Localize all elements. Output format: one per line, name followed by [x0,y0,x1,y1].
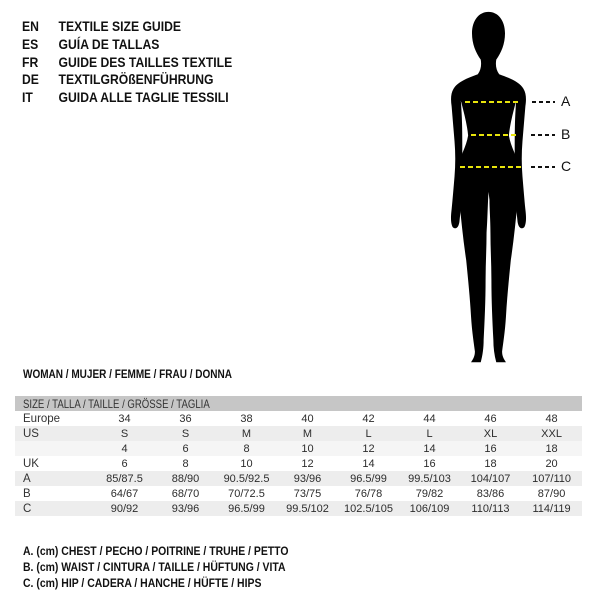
row-label: Europe [23,412,61,425]
size-table-body [15,411,582,516]
size-cell: 20 [545,457,558,470]
row-label: UK [23,457,39,470]
size-cell: 70/72.5 [228,487,265,500]
size-cell: 18 [484,457,497,470]
language-row [22,89,232,107]
size-cell: 85/87.5 [106,472,143,485]
table-row [15,501,582,516]
size-cell: 102.5/105 [344,502,393,515]
gender-label [23,369,263,381]
size-cell: 8 [243,442,250,455]
size-table-header-text: SIZE / TALLA / TAILLE / GRÖSSE / TAGLIA [23,396,210,411]
language-title: GUIDA ALLE TAGLIE TESSILI [58,89,229,106]
language-code: IT [22,89,33,106]
size-cell: 16 [423,457,436,470]
language-row [22,18,232,36]
size-cell: 16 [484,442,497,455]
size-cell: 48 [545,412,558,425]
size-cell: 90.5/92.5 [223,472,270,485]
size-cell: 10 [240,457,253,470]
table-row [15,456,582,471]
dashed-line-a-inner [465,101,521,103]
size-cell: 12 [362,442,375,455]
size-cell: XL [483,427,498,440]
language-list [22,18,264,107]
language-code: DE [22,71,39,88]
language-row [22,71,232,89]
measure-label-c: C [561,158,572,174]
language-title: GUIDE DES TAILLES TEXTILE [58,53,233,70]
row-label: C [23,502,32,515]
table-row [15,471,582,486]
size-cell: 64/67 [110,487,139,500]
size-cell: 8 [182,457,189,470]
size-cell: XXL [541,427,562,440]
size-cell: 10 [301,442,314,455]
language-title: TEXTILE SIZE GUIDE [58,18,182,34]
size-cell: 40 [301,412,314,425]
table-row [15,426,582,441]
measurement-legend [23,544,328,591]
size-cell: 88/90 [171,472,200,485]
size-cell: 90/92 [110,502,139,515]
language-code: EN [22,18,39,34]
dashed-line-c-inner [460,166,522,168]
size-cell: 93/96 [171,502,200,515]
language-row [22,36,232,54]
size-cell: L [365,427,372,440]
size-cell: 87/90 [537,487,566,500]
size-cell: M [302,427,313,440]
measure-label-a: A [561,93,571,109]
size-cell: 6 [182,442,189,455]
size-cell: 93/96 [293,472,322,485]
size-cell: 114/119 [532,502,571,515]
size-table [15,396,582,516]
row-label [15,441,94,456]
size-cell: 4 [121,442,128,455]
size-cell: 96.5/99 [350,472,387,485]
size-cell: 73/75 [293,487,322,500]
measure-label-b: B [561,126,571,142]
size-cell: 46 [484,412,497,425]
silhouette-left-arm-icon [451,88,462,228]
legend-text: A. (cm) CHEST / PECHO / POITRINE / TRUHE / PETTO [23,544,289,558]
size-cell: 38 [240,412,253,425]
gender-label-text: WOMAN / MUJER / FEMME / FRAU / DONNA [23,369,232,381]
size-cell: 34 [118,412,131,425]
dashed-line-c-outer [531,166,555,168]
table-row [15,441,582,456]
woman-silhouette [406,9,571,369]
table-row [15,486,582,501]
language-code: FR [22,53,39,70]
size-cell: 83/86 [476,487,505,500]
silhouette-right-arm-icon [515,88,526,228]
dashed-line-a-outer [532,101,555,103]
size-cell: L [426,427,433,440]
language-title: TEXTILGRÖßENFÜHRUNG [58,71,214,88]
size-cell: 6 [121,457,128,470]
legend-line [23,576,328,592]
size-cell: 107/110 [532,472,572,485]
language-code: ES [22,35,39,52]
row-label: A [23,472,31,485]
silhouette-body-icon [454,12,524,362]
language-row [22,54,232,72]
row-label: US [23,427,39,440]
size-cell: 42 [362,412,375,425]
size-cell: 99.5/103 [408,472,451,485]
table-row [15,411,582,426]
size-cell: S [181,427,190,440]
dashed-line-b-inner [471,134,519,136]
size-cell: 79/82 [415,487,444,500]
size-cell: 99.5/102 [286,502,329,515]
size-cell: 76/78 [354,487,383,500]
language-title: GUÍA DE TALLAS [58,35,160,52]
legend-line [23,544,328,560]
legend-text: B. (cm) WAIST / CINTURA / TAILLE / HÜFTUNG / VITA [23,559,286,574]
size-cell: M [241,427,252,440]
legend-line [23,560,328,576]
size-cell: 68/70 [171,487,200,500]
size-cell: 14 [423,442,436,455]
dashed-line-b-outer [531,134,555,136]
size-cell: 106/109 [409,502,450,515]
size-cell: 36 [179,412,192,425]
size-cell: 110/113 [471,502,510,515]
legend-text: C. (cm) HIP / CADERA / HANCHE / HÜFTE / HIPS [23,575,262,590]
size-table-head-row [15,396,582,411]
size-cell: 44 [423,412,436,425]
size-cell: 12 [301,457,314,470]
row-label: B [23,487,31,500]
size-table-header-cell [15,396,582,411]
size-cell: 96.5/99 [228,502,265,515]
size-cell: 18 [545,442,558,455]
size-cell: S [120,427,129,440]
size-cell: 14 [362,457,375,470]
size-cell: 104/107 [470,472,511,485]
